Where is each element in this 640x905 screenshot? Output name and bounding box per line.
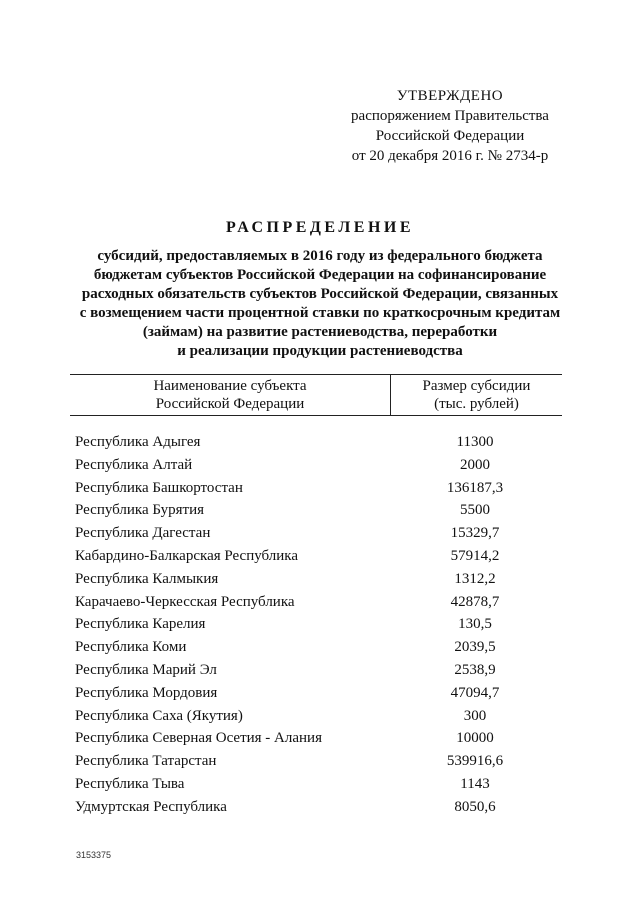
region-name: Республика Башкортостан xyxy=(75,479,243,496)
table-row xyxy=(70,477,562,500)
region-name: Республика Тыва xyxy=(75,775,185,792)
approval-line-2: Российской Федерации xyxy=(375,128,525,144)
subsidy-amount: 15329,7 xyxy=(450,525,500,542)
table-row xyxy=(70,727,562,750)
region-name: Кабардино-Балкарская Республика xyxy=(75,547,299,564)
table-body xyxy=(70,431,562,819)
document-code: 3153375 xyxy=(76,850,112,860)
region-name: Республика Татарстан xyxy=(75,753,217,770)
subsidy-amount: 539916,6 xyxy=(446,753,504,770)
subsidy-amount: 2000 xyxy=(460,456,490,473)
header-value-column xyxy=(391,377,562,413)
approval-block xyxy=(330,86,570,166)
subtitle-line: бюджетам субъектов Российской Федерации на софинансирование xyxy=(93,267,547,283)
document-title: РАСПРЕДЕЛЕНИЕ xyxy=(225,219,415,236)
table-row xyxy=(70,796,562,819)
approval-line-1: распоряжением Правительства xyxy=(351,108,549,124)
region-name: Республика Мордовия xyxy=(75,684,218,701)
table-row xyxy=(70,522,562,545)
subsidy-table xyxy=(70,374,562,819)
header-value-line-1: Размер субсидии xyxy=(422,378,531,394)
subtitle-line: расходных обязательств субъектов Российской Федерации, связанных xyxy=(81,286,559,302)
subtitle-line: и реализации продукции растениеводства xyxy=(177,343,463,359)
header-name-line-2: Российской Федерации xyxy=(155,396,305,412)
table-row xyxy=(70,431,562,454)
table-row xyxy=(70,591,562,614)
table-row xyxy=(70,613,562,636)
subsidy-amount: 57914,2 xyxy=(450,547,500,564)
region-name: Республика Адыгея xyxy=(75,434,201,450)
header-value-line-2: (тыс. рублей) xyxy=(434,396,519,412)
region-name: Республика Саха (Якутия) xyxy=(75,707,243,724)
subsidy-amount: 1312,2 xyxy=(454,570,496,587)
subsidy-amount: 130,5 xyxy=(458,616,492,633)
approved-heading: УТВЕРЖДЕНО xyxy=(396,88,504,104)
table-header xyxy=(70,374,562,416)
subsidy-amount: 10000 xyxy=(456,730,494,747)
subsidy-amount: 11300 xyxy=(456,434,494,450)
table-row xyxy=(70,568,562,591)
table-row xyxy=(70,705,562,728)
subsidy-amount: 42878,7 xyxy=(450,593,500,610)
region-name: Республика Калмыкия xyxy=(75,570,219,587)
region-name: Карачаево-Черкесская Республика xyxy=(75,593,295,610)
region-name: Республика Коми xyxy=(75,639,187,656)
table-row xyxy=(70,545,562,568)
subtitle-line: с возмещением части процентной ставки по краткосрочным кредитам xyxy=(79,305,561,321)
subsidy-amount: 2039,5 xyxy=(454,639,496,656)
subsidy-amount: 2538,9 xyxy=(454,661,496,678)
table-row xyxy=(70,773,562,796)
subtitle-line: субсидий, предоставляемых в 2016 году из федерального бюджета xyxy=(97,248,543,264)
table-row xyxy=(70,659,562,682)
subsidy-amount: 8050,6 xyxy=(454,798,496,815)
approval-line-3: от 20 декабря 2016 г. № 2734-р xyxy=(351,148,549,164)
region-name: Республика Северная Осетия - Алания xyxy=(75,730,322,747)
subsidy-amount: 136187,3 xyxy=(446,479,504,496)
document-subtitle xyxy=(40,247,600,361)
table-row xyxy=(70,682,562,705)
subsidy-amount: 5500 xyxy=(460,502,490,519)
header-name-column xyxy=(70,377,390,413)
table-row xyxy=(70,750,562,773)
region-name: Республика Бурятия xyxy=(75,502,205,519)
table-row xyxy=(70,499,562,522)
table-row xyxy=(70,636,562,659)
region-name: Республика Карелия xyxy=(75,616,206,633)
region-name: Республика Марий Эл xyxy=(75,661,217,678)
header-name-line-1: Наименование субъекта xyxy=(153,378,307,394)
subsidy-amount: 300 xyxy=(463,707,487,724)
table-row xyxy=(70,454,562,477)
region-name: Республика Алтай xyxy=(75,456,193,473)
subsidy-amount: 47094,7 xyxy=(450,684,500,701)
region-name: Республика Дагестан xyxy=(75,525,211,542)
subsidy-amount: 1143 xyxy=(460,775,490,792)
region-name: Удмуртская Республика xyxy=(75,798,227,815)
subtitle-line: (займам) на развитие растениеводства, переработки xyxy=(142,324,498,340)
